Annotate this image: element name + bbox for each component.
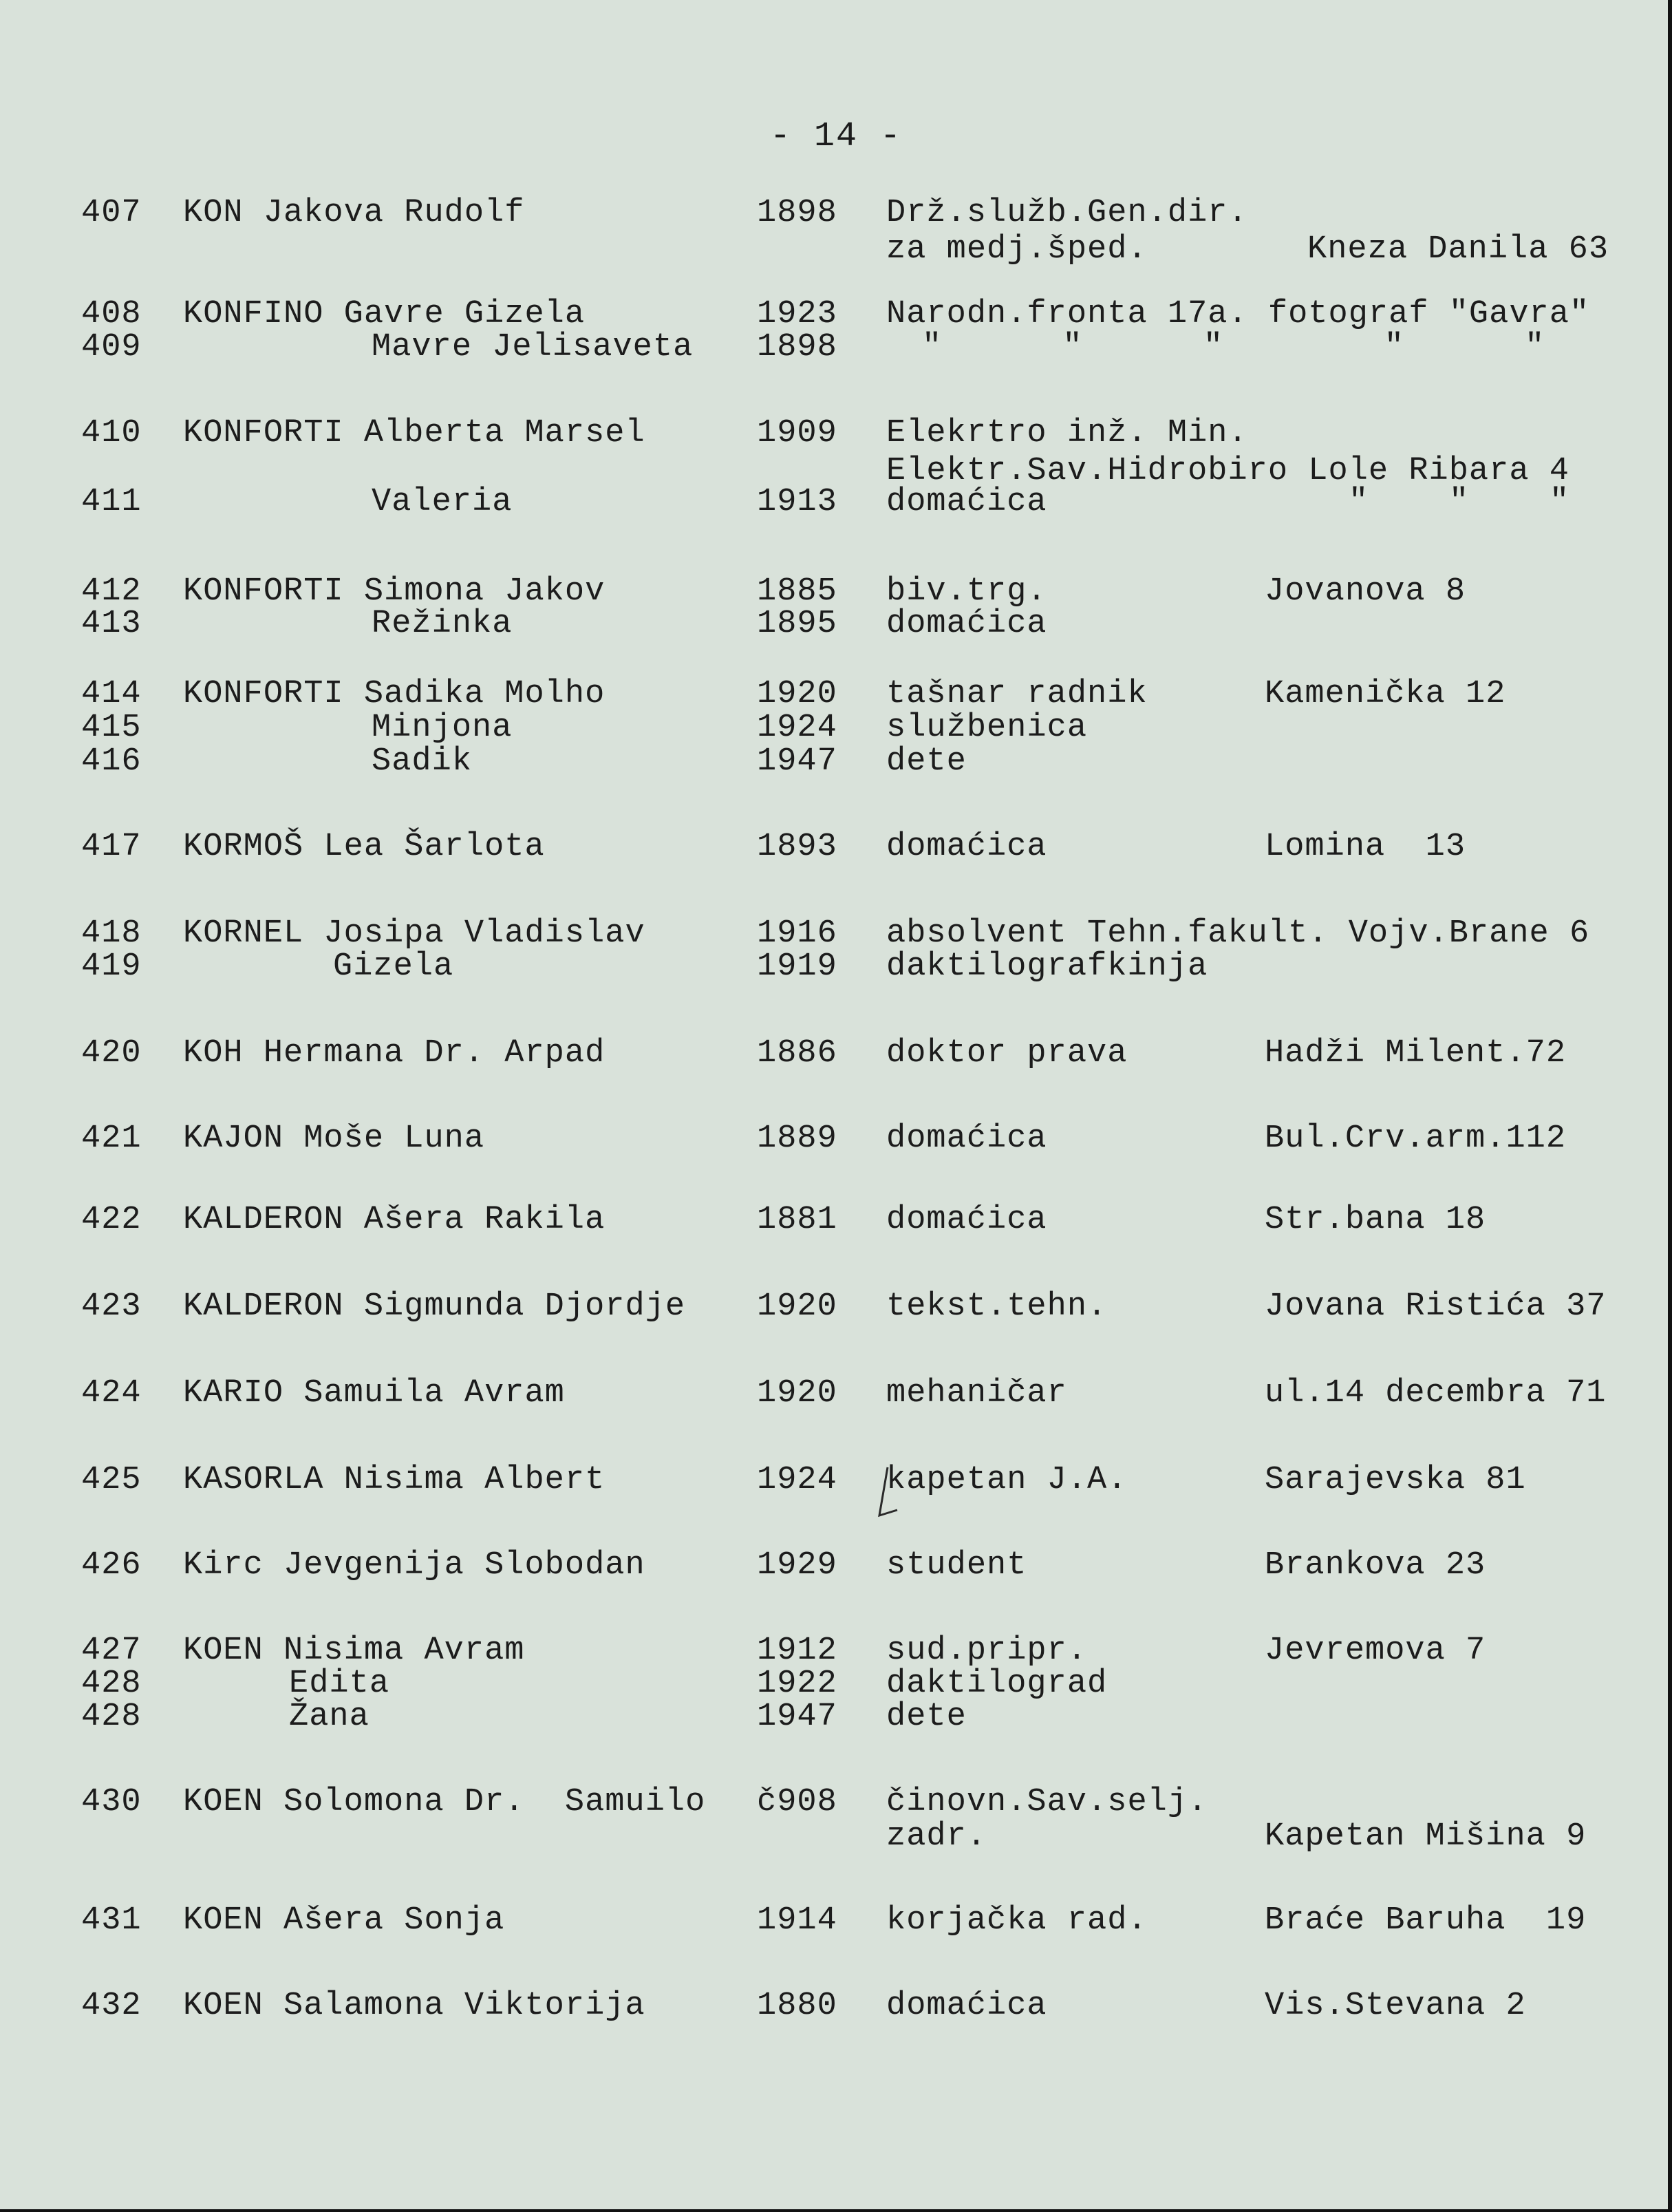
entry-occupation: biv.trg. <box>886 573 1047 610</box>
entry-name: KOEN Nisima Avram <box>183 1633 525 1669</box>
entry-number: 422 <box>81 1202 142 1238</box>
entry-occupation: kapetan J.A. <box>886 1462 1128 1498</box>
entry-year: 1916 <box>757 915 837 952</box>
entry-occupation: tekst.tehn. <box>886 1288 1108 1325</box>
entry-year: 1889 <box>757 1120 837 1157</box>
entry-name: KORMOŠ Lea Šarlota <box>183 829 545 865</box>
entry-name: KON Jakova Rudolf <box>183 195 525 231</box>
entry-address: Jovanova 8 <box>1265 573 1466 610</box>
entry-occupation: korjačka rad. <box>886 1902 1148 1939</box>
entry-number: 431 <box>81 1902 142 1939</box>
entry-address: Kamenička 12 <box>1265 676 1506 712</box>
entry-year: 1947 <box>757 743 837 780</box>
entry-name: KAJON Moše Luna <box>183 1120 485 1157</box>
page-number: - 14 - <box>769 117 903 156</box>
entry-number: 408 <box>81 296 142 332</box>
entry-number: 415 <box>81 710 142 746</box>
entry-number: 416 <box>81 743 142 780</box>
entry-occupation: činovn.Sav.selj. <box>886 1784 1208 1820</box>
entry-occupation: daktilograd <box>886 1666 1108 1702</box>
entry-name: KOEN Salamona Viktorija <box>183 1988 645 2024</box>
entry-year: 1898 <box>757 329 837 365</box>
entry-name: Režinka <box>372 606 513 642</box>
entry-year: 1920 <box>757 1375 837 1412</box>
entry-occupation: tašnar radnik <box>886 676 1148 712</box>
entry-year: 1947 <box>757 1699 837 1735</box>
entry-number: 410 <box>81 415 142 451</box>
entry-year: 1912 <box>757 1633 837 1669</box>
entry-name: KORNEL Josipa Vladislav <box>183 915 645 952</box>
entry-year: 1919 <box>757 948 837 985</box>
entry-year: 1909 <box>757 415 837 451</box>
entry-name: KARIO Samuila Avram <box>183 1375 565 1412</box>
entry-number: 430 <box>81 1784 142 1820</box>
entry-occupation: sud.pripr. <box>886 1633 1088 1669</box>
entry-address: Str.bana 18 <box>1265 1202 1486 1238</box>
entry-occupation: domaćica <box>886 484 1047 520</box>
entry-occupation: " " " " " <box>922 329 1545 365</box>
entry-year: 1898 <box>757 195 837 231</box>
entry-year: 1929 <box>757 1547 837 1584</box>
entry-number: 418 <box>81 915 142 952</box>
entry-occupation: daktilografkinja <box>886 948 1208 985</box>
entry-occupation: student <box>886 1547 1027 1584</box>
entry-name: Minjona <box>372 710 513 746</box>
entry-number: 428 <box>81 1666 142 1702</box>
entry-year: 1893 <box>757 829 837 865</box>
entry-number: 432 <box>81 1988 142 2024</box>
entry-address: Hadži Milent.72 <box>1265 1035 1567 1072</box>
entry-year: 1924 <box>757 1462 837 1498</box>
entry-occupation: službenica <box>886 710 1088 746</box>
entry-number: 424 <box>81 1375 142 1412</box>
entry-occupation: domaćica <box>886 829 1047 865</box>
entry-address: Vis.Stevana 2 <box>1265 1988 1526 2024</box>
entry-number: 426 <box>81 1547 142 1584</box>
entry-name: Mavre Jelisaveta <box>372 329 694 365</box>
entry-name: KONFINO Gavre Gizela <box>183 296 586 332</box>
entry-address: ul.14 decembra 71 <box>1265 1375 1607 1412</box>
entry-name: KASORLA Nisima Albert <box>183 1462 605 1498</box>
entry-address: Braće Baruha 19 <box>1265 1902 1587 1939</box>
entry-occupation: domaćica <box>886 1120 1047 1157</box>
entry-occupation: dete <box>886 743 967 780</box>
entry-number: 414 <box>81 676 142 712</box>
entry-year: 1923 <box>757 296 837 332</box>
entry-occupation: domaćica <box>886 606 1047 642</box>
entry-occupation: Drž.služb.Gen.dir. <box>886 195 1248 231</box>
entry-year: 1920 <box>757 676 837 712</box>
entry-number: 413 <box>81 606 142 642</box>
entry-year: 1914 <box>757 1902 837 1939</box>
entry-year: 1924 <box>757 710 837 746</box>
entry-year: 1880 <box>757 1988 837 2024</box>
entry-name: KONFORTI Simona Jakov <box>183 573 605 610</box>
entry-year: 1922 <box>757 1666 837 1702</box>
entry-name: KOEN Ašera Sonja <box>183 1902 505 1939</box>
entry-occupation-cont: zadr. <box>886 1818 987 1855</box>
entry-number: 419 <box>81 948 142 985</box>
entry-occupation: mehaničar <box>886 1375 1067 1412</box>
entry-number: 417 <box>81 829 142 865</box>
entry-address: Sarajevska 81 <box>1265 1462 1526 1498</box>
entry-address: Jovana Ristića 37 <box>1265 1288 1607 1325</box>
entry-number: 407 <box>81 195 142 231</box>
entry-address: Bul.Crv.arm.112 <box>1265 1120 1567 1157</box>
entry-name: Kirc Jevgenija Slobodan <box>183 1547 645 1584</box>
entry-address: Jevremova 7 <box>1265 1633 1486 1669</box>
entry-occupation-cont: za medj.šped. <box>886 231 1148 268</box>
entry-address: Brankova 23 <box>1265 1547 1486 1584</box>
entry-year: 1885 <box>757 573 837 610</box>
entry-number: 420 <box>81 1035 142 1072</box>
entry-name: KOEN Solomona Dr. Samuilo <box>183 1784 706 1820</box>
entry-name: KALDERON Ašera Rakila <box>183 1202 605 1238</box>
entry-number: 421 <box>81 1120 142 1157</box>
entry-name: Edita <box>289 1666 390 1702</box>
entry-occupation: Narodn.fronta 17a. fotograf "Gavra" <box>886 296 1590 332</box>
entry-occupation: domaćica <box>886 1988 1047 2024</box>
entry-number: 425 <box>81 1462 142 1498</box>
entry-address: Lomina 13 <box>1265 829 1466 865</box>
entry-number: 427 <box>81 1633 142 1669</box>
entry-number: 412 <box>81 573 142 610</box>
entry-occupation: dete <box>886 1699 967 1735</box>
entry-name: KONFORTI Alberta Marsel <box>183 415 645 451</box>
entry-address: Kneza Danila 63 <box>1307 231 1609 268</box>
entry-occupation: Elekrtro inž. Min. <box>886 415 1248 451</box>
entry-number: 423 <box>81 1288 142 1325</box>
entry-name: Valeria <box>372 484 513 520</box>
entry-name: Sadik <box>372 743 473 780</box>
entry-name: Gizela <box>333 948 454 985</box>
entry-name: Žana <box>289 1699 369 1735</box>
entry-year: č908 <box>757 1784 837 1820</box>
entry-year: 1895 <box>757 606 837 642</box>
entry-occupation: domaćica <box>886 1202 1047 1238</box>
entry-address: Kapetan Mišina 9 <box>1265 1818 1587 1855</box>
entry-year: 1920 <box>757 1288 837 1325</box>
entry-number: 428 <box>81 1699 142 1735</box>
entry-year: 1913 <box>757 484 837 520</box>
entry-year: 1881 <box>757 1202 837 1238</box>
entry-address: " " " <box>1349 484 1570 520</box>
entry-name: KALDERON Sigmunda Djordje <box>183 1288 686 1325</box>
entry-occupation: doktor prava <box>886 1035 1128 1072</box>
entry-year: 1886 <box>757 1035 837 1072</box>
entry-number: 409 <box>81 329 142 365</box>
entry-occupation: absolvent Tehn.fakult. Vojv.Brane 6 <box>886 915 1590 952</box>
entry-number: 411 <box>81 484 142 520</box>
entry-occupation-cont: Elektr.Sav.Hidrobiro Lole Ribara 4 <box>886 453 1569 489</box>
entry-name: KONFORTI Sadika Molho <box>183 676 605 712</box>
entry-name: KOH Hermana Dr. Arpad <box>183 1035 605 1072</box>
